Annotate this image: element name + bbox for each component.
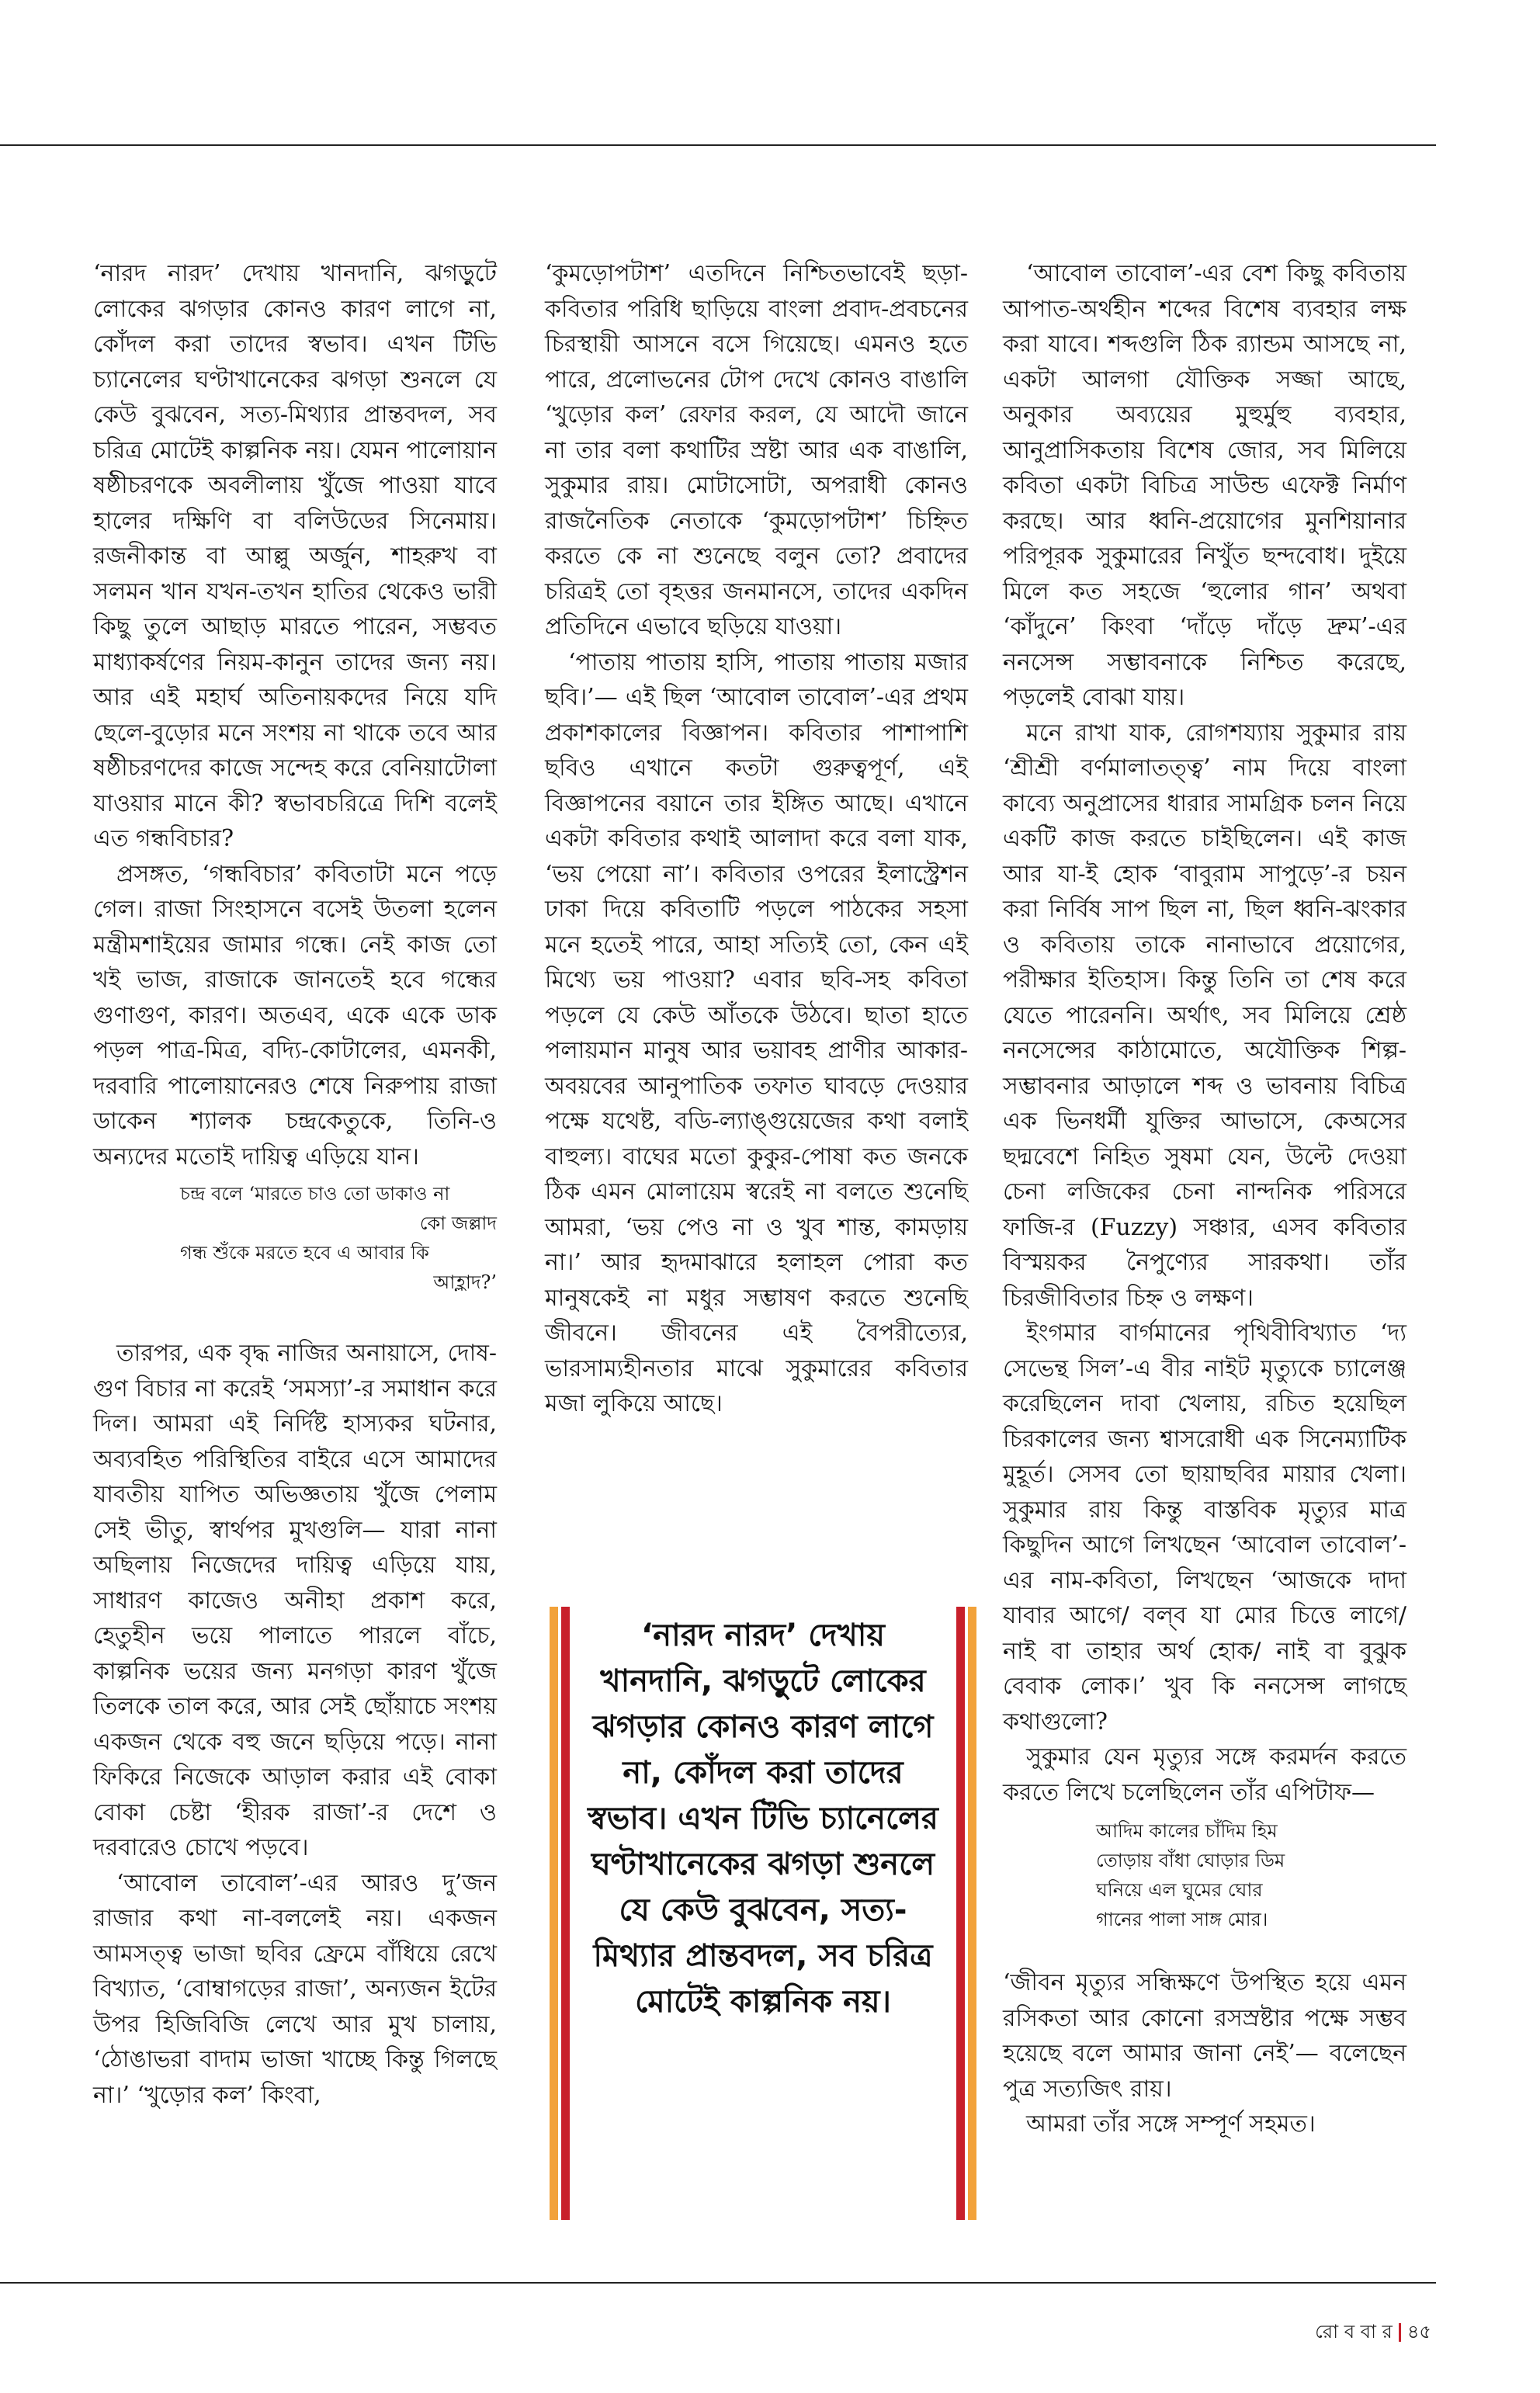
poem-line: গন্ধ শুঁকে মরতে হবে এ আবার কি	[180, 1242, 429, 1264]
article-column-2	[545, 256, 968, 1422]
pull-quote	[550, 1607, 976, 2220]
poem-line: ঘনিয়ে এল ঘুমের ঘোর	[1096, 1879, 1263, 1901]
magazine-name: রো ব বা র	[1315, 2321, 1393, 2343]
poem-line: চন্দ্র বলে ‘মারতে চাও তো ডাকাও না	[180, 1183, 450, 1205]
footer-separator	[1399, 2323, 1401, 2342]
epitaph-poem	[1003, 1810, 1406, 1965]
paragraph: মনে রাখা যাক, রোগশয্যায় সুকুমার রায় ‘শ্রীশ্রী বর্ণমালাতত্ত্ব’ নাম দিয়ে বাংলা কাব্যে অনুপ্রাসের ধারার সামগ্রিক চলন নিয়ে একটি কাজ করতে চাইছিলেন। এই কাজ আর যা-ই হোক ‘বাবুরাম সাপুড়ে’-র চয়ন করা নির্বিষ সাপ ছিল না, ছিল ধ্বনি-ঝংকার ও কবিতায় তাকে নানাভাবে প্রয়োগের, পরীক্ষার ইতিহাস। কিন্তু তিনি তা শেষ করে যেতে পারেননি। অর্থাৎ, সব মিলিয়ে শ্রেষ্ঠ ননসেন্সের কাঠামোতে, অযৌক্তিক শিল্প-সম্ভাবনার আড়ালে শব্দ ও ভাবনায় বিচিত্র এক ভিনধর্মী যুক্তির আভাসে, কেঅসের ছদ্মবেশে নিহিত সুষমা যেন, উল্টে দেওয়া চেনা লজিকের চেনা নান্দনিক পরিসরে ফাজি-র (Fuzzy) সঞ্চার, এসব কবিতার বিস্ময়কর নৈপুণ্যের সারকথা। তাঁর চিরজীবিতার চিহ্ন ও লক্ষণ।	[1003, 719, 1406, 1312]
pull-quote-bar-orange-left	[550, 1607, 558, 2220]
poem-line: গানের পালা সাঙ্গ মোর।	[1096, 1909, 1268, 1930]
poem-line: তোড়ায় বাঁধা ঘোড়ার ডিম	[1096, 1850, 1285, 1871]
poem-line: কো জল্লাদ	[419, 1212, 497, 1234]
paragraph: ‘পাতায় পাতায় হাসি, পাতায় পাতায় মজার ছবি।’— এই ছিল ‘আবোল তাবোল’-এর প্রথম প্রকাশকালের বিজ্ঞাপন। কবিতার পাশাপাশি ছবিও এখানে কতটা গুরুত্বপূর্ণ, এই বিজ্ঞাপনের বয়ানে তার ইঙ্গিত আছে। এখানে একটা কবিতার কথাই আলাদা করে বলা যাক, ‘ভয় পেয়ো না’। কবিতার ওপরের ইলাস্ট্রেশন ঢাকা দিয়ে কবিতাটি পড়লে পাঠকের সহসা মনে হতেই পারে, আহা সত্যিই তো, কেন এই মিথ্যে ভয় পাওয়া? এবার ছবি-সহ কবিতা পড়লে যে কেউ আঁতকে উঠবে। ছাতা হাতে পলায়মান মানুষ আর ভয়াবহ প্রাণীর আকার-অবয়বের আনুপাতিক তফাত ঘাবড়ে দেওয়ার পক্ষে যথেষ্ট, বডি-ল্যাঙ্গুয়েজের কথা বলাই বাহুল্য। বাঘের মতো কুকুর-পোষা কত জনকে ঠিক এমন মোলায়েম স্বরেই না বলতে শুনেছি আমরা, ‘ভয় পেও না ও খুব শান্ত, কামড়ায় না।’ আর হৃদমাঝারে হলাহল পোরা কত মানুষকেই না মধুর সম্ভাষণ করতে শুনেছি জীবনে। জীবনের এই বৈপরীত্যের, ভারসাম্যহীনতার মাঝে সুকুমারের কবিতার মজা লুকিয়ে আছে।	[545, 648, 968, 1417]
paragraph: ইংগমার বার্গমানের পৃথিবীবিখ্যাত ‘দ্য সেভেন্থ সিল’-এ বীর নাইট মৃত্যুকে চ্যালেঞ্জ করেছিলেন দাবা খেলায়, রচিত হয়েছিল চিরকালের জন্য শ্বাসরোধী এক সিনেম্যাটিক মুহূর্ত। সেসব তো ছায়াছবির মায়ার খেলা। সুকুমার রায় কিন্তু বাস্তবিক মৃত্যুর মাত্র কিছুদিন আগে লিখছেন ‘আবোল তাবোল’-এর নাম-কবিতা, লিখছেন ‘আজকে দাদা যাবার আগে/ বল্‌ব যা মোর চিত্তে লাগে/ নাই বা তাহার অর্থ হোক/ নাই বা বুঝুক বেবাক লোক।’ খুব কি ননসেন্স লাগছে কথাগুলো?	[1003, 1320, 1406, 1736]
paragraph: ‘আবোল তাবোল’-এর বেশ কিছু কবিতায় আপাত-অর্থহীন শব্দের বিশেষ ব্যবহার লক্ষ করা যাবে। শব্দগুলি ঠিক র‍্যান্ডম আসছে না, একটা আলগা যৌক্তিক সজ্জা আছে, অনুকার অব্যয়ের মুহুর্মুহু ব্যবহার, আনুপ্রাসিকতায় বিশেষ জোর, সব মিলিয়ে কবিতা একটা বিচিত্র সাউন্ড এফেক্ট নির্মাণ করছে। আর ধ্বনি-প্রয়োগের মুনশিয়ানার পরিপূরক সুকুমারের নিখুঁত ছন্দবোধ। দুইয়ে মিলে কত সহজে ‘হুলোর গান’ অথবা ‘কাঁদুনে’ কিংবা ‘দাঁড়ে দাঁড়ে দ্রুম’-এর ননসেন্স সম্ভাবনাকে নিশ্চিত করেছে, পড়লেই বোঝা যায়।	[1003, 260, 1406, 711]
paragraph: তারপর, এক বৃদ্ধ নাজির অনায়াসে, দোষ-গুণ বিচার না করেই ‘সমস্যা’-র সমাধান করে দিল। আমরা এই নির্দিষ্ট হাস্যকর ঘটনার, অব্যবহিত পরিস্থিতির বাইরে এসে আমাদের যাবতীয় যাপিত অভিজ্ঞতায় খুঁজে পেলাম সেই ভীতু, স্বার্থপর মুখগুলি— যারা নানা অছিলায় নিজেদের দায়িত্ব এড়িয়ে যায়, সাধারণ কাজেও অনীহা প্রকাশ করে, হেতুহীন ভয়ে পালাতে পারলে বাঁচে, কাল্পনিক ভয়ের জন্য মনগড়া কারণ খুঁজে তিলকে তাল করে, আর সেই ছোঁয়াচে সংশয় একজন থেকে বহু জনে ছড়িয়ে পড়ে। নানা ফিকিরে নিজেকে আড়াল করার এই বোকা বোকা চেষ্টা ‘হীরক রাজা’-র দেশে ও দরবারেও চোখে পড়বে।	[93, 1340, 497, 1861]
bottom-rule	[0, 2282, 1436, 2284]
top-rule	[0, 144, 1436, 146]
pull-quote-text: ‘নারদ নারদ’ দেখায় খানদানি, ঝগড়ুটে লোকের ঝগড়ার কোনও কারণ লাগে না, কোঁদল করা তাদের স্বভাব। এখন টিভি চ্যানেলের ঘণ্টাখানেকের ঝগড়া শুনলে যে কেউ বুঝবেন, সত্য-মিথ্যার প্রান্তবদল, সব চরিত্র মোটেই কাল্পনিক নয়।	[588, 1618, 938, 2020]
paragraph: প্রসঙ্গত, ‘গন্ধবিচার’ কবিতাটা মনে পড়ে গেল। রাজা সিংহাসনে বসেই উতলা হলেন মন্ত্রীমশাইয়ের জামার গন্ধে। নেই কাজ তো খই ভাজ, রাজাকে জানতেই হবে গন্ধের গুণাগুণ, কারণ। অতএব, একে একে ডাক পড়ল পাত্র-মিত্র, বদ্যি-কোটালের, এমনকী, দরবারি পালোয়ানেরও শেষে নিরুপায় রাজা ডাকেন শ্যালক চন্দ্রকেতুকে, তিনি-ও অন্যদের মতোই দায়িত্ব এড়িয়ে যান।	[93, 860, 497, 1170]
paragraph: ‘কুমড়োপটাশ’ এতদিনে নিশ্চিতভাবেই ছড়া-কবিতার পরিধি ছাড়িয়ে বাংলা প্রবাদ-প্রবচনের চিরস্থায়ী আসনে বসে গিয়েছে। এমনও হতে পারে, প্রলোভনের টোপ দেখে কোনও বাঙালি ‘খুড়োর কল’ রেফার করল, যে আদৌ জানে না তার বলা কথাটির স্রষ্টা আর এক বাঙালি, সুকুমার রায়। মোটাসোটা, অপরাধী কোনও রাজনৈতিক নেতাকে ‘কুমড়োপটাশ’ চিহ্নিত করতে কে না শুনেছে বলুন তো? প্রবাদের চরিত্রই তো বৃহত্তর জনমানসে, তাদের একদিন প্রতিদিনে এভাবে ছড়িয়ে যাওয়া।	[545, 260, 968, 640]
poem-line: আহ্লাদ?’	[433, 1271, 497, 1293]
pull-quote-bar-red-right	[956, 1607, 965, 2220]
article-column-3	[1003, 256, 1406, 2142]
pull-quote-bar-red-left	[561, 1607, 570, 2220]
poem-line: আদিম কালের চাঁদিম হিম	[1096, 1820, 1278, 1842]
paragraph: ‘নারদ নারদ’ দেখায় খানদানি, ঝগড়ুটে লোকের ঝগড়ার কোনও কারণ লাগে না, কোঁদল করা তাদের স্বভাব। এখন টিভি চ্যানেলের ঘণ্টাখানেকের ঝগড়া শুনলে যে কেউ বুঝবেন, সত্য-মিথ্যার প্রান্তবদল, সব চরিত্র মোটেই কাল্পনিক নয়। যেমন পালোয়ান ষষ্ঠীচরণকে অবলীলায় খুঁজে পাওয়া যাবে হালের দক্ষিণি বা বলিউডের সিনেমায়। রজনীকান্ত বা আল্লু অর্জুন, শাহরুখ বা সলমন খান যখন-তখন হাতির থেকেও ভারী কিছু তুলে আছাড় মারতে পারেন, সম্ভবত মাধ্যাকর্ষণের নিয়ম-কানুন তাদের জন্য নয়। আর এই মহার্ঘ অতিনায়কদের নিয়ে যদি ছেলে-বুড়োর মনে সংশয় না থাকে তবে আর ষষ্ঠীচরণদের কাজে সন্দেহ করে বেনিয়াটোলা যাওয়ার মানে কী? স্বভাবচরিত্রে দিশি বলেই এত গন্ধবিচার?	[93, 260, 497, 852]
paragraph: ‘আবোল তাবোল’-এর আরও দু’জন রাজার কথা না-বললেই নয়। একজন আমসত্ত্ব ভাজা ছবির ফ্রেমে বাঁধিয়ে রেখে বিখ্যাত, ‘বোম্বাগড়ের রাজা’, অন্যজন ইটের উপর হিজিবিজি লেখে আর মুখ চালায়, ‘ঠোঙাভরা বাদাম ভাজা খাচ্ছে কিন্তু গিলছে না।’ ‘খুড়োর কল’ কিংবা,	[93, 1869, 497, 2109]
paragraph: সুকুমার যেন মৃত্যুর সঙ্গে করমর্দন করতে করতে লিখে চলেছিলেন তাঁর এপিটাফ—	[1003, 1743, 1406, 1806]
pull-quote-bar-orange-right	[968, 1607, 976, 2220]
paragraph: আমরা তাঁর সঙ্গে সম্পূর্ণ সহমত।	[1026, 2110, 1316, 2138]
paragraph: ‘জীবন মৃত্যুর সন্ধিক্ষণে উপস্থিত হয়ে এমন রসিকতা আর কোনো রসস্রষ্টার পক্ষে সম্ভব হয়েছে বলে আমার জানা নেই’— বলেছেন পুত্র সত্যজিৎ রায়।	[1003, 1969, 1406, 2103]
page-number: ৪৫	[1406, 2321, 1431, 2343]
poem-excerpt	[93, 1174, 497, 1336]
article-column-1	[93, 256, 497, 2113]
page-footer	[1315, 2318, 1431, 2349]
